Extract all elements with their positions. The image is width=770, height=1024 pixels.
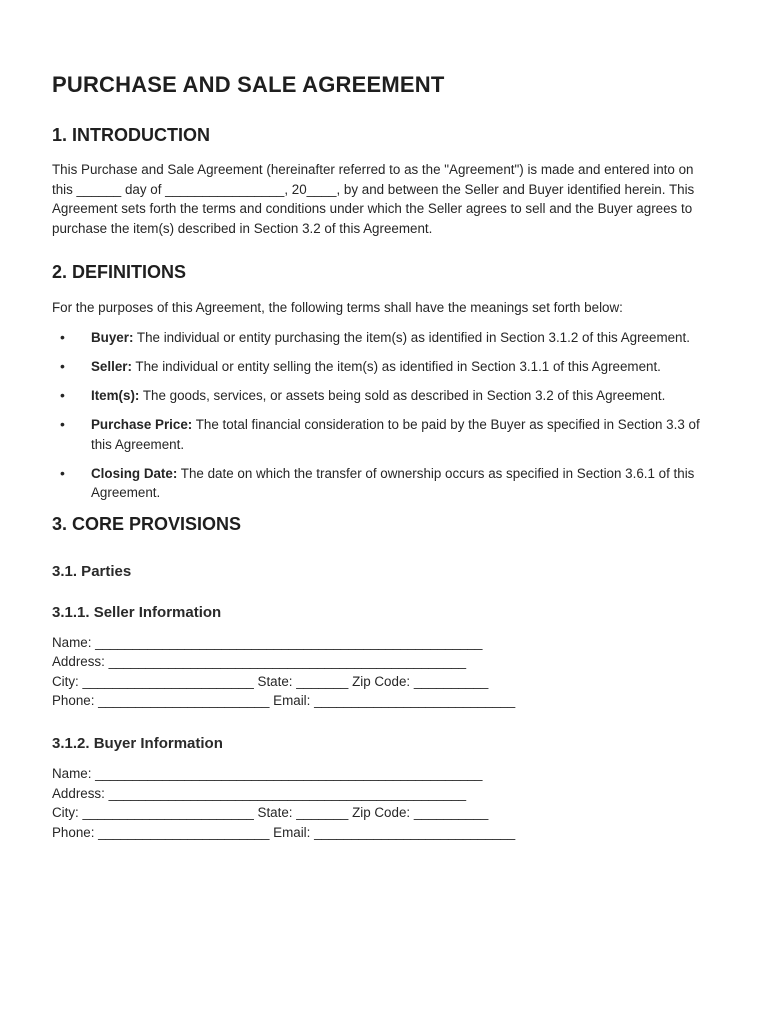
definitions-intro: For the purposes of this Agreement, the following terms shall have the meanings set forth below: <box>52 300 623 316</box>
buyer-form <box>52 764 718 842</box>
term-definition: The total financial consideration to be paid by the Buyer as specified in Section 3.3 of this Agreement. <box>91 416 700 452</box>
list-item <box>52 357 718 377</box>
definitions-list <box>52 328 718 503</box>
list-item <box>52 415 718 454</box>
buyer-city-state-zip-field[interactable]: City: _______________________ State: _______ Zip Code: __________ <box>52 805 489 821</box>
bullet-icon: • <box>60 415 65 432</box>
list-item <box>52 464 718 503</box>
buyer-address-field[interactable]: Address: ________________________________________________ <box>52 785 467 801</box>
term-label: Buyer: <box>91 329 134 345</box>
buyer-name-field[interactable]: Name: ____________________________________________________ <box>52 766 483 782</box>
subsection-heading-seller-information: 3.1.1. Seller Information <box>52 603 222 621</box>
list-item <box>52 328 718 348</box>
subsection-heading-buyer-information: 3.1.2. Buyer Information <box>52 735 223 753</box>
buyer-phone-email-field[interactable]: Phone: _______________________ Email: ___________________________ <box>52 824 516 840</box>
bullet-icon: • <box>60 357 65 374</box>
section-heading-core-provisions: 3. CORE PROVISIONS <box>52 513 242 534</box>
bullet-icon: • <box>60 328 65 345</box>
subsection-heading-parties: 3.1. Parties <box>52 562 132 580</box>
term-label: Item(s): <box>91 387 140 403</box>
term-definition: The goods, services, or assets being sold as described in Section 3.2 of this Agreement. <box>139 387 666 403</box>
section-heading-definitions: 2. DEFINITIONS <box>52 262 187 283</box>
introduction-paragraph: This Purchase and Sale Agreement (hereinafter referred to as the "Agreement") is made and entered into on this ______ day of ________________, 20____, by and between the Seller and Buyer identified herein. This Agreement sets forth the terms and conditions under which the Seller agrees to sell and the Buyer agrees to purchase the item(s) described in Section 3.2 of this Agreement. <box>52 162 695 236</box>
term-label: Seller: <box>91 358 132 374</box>
bullet-icon: • <box>60 464 65 481</box>
term-label: Closing Date: <box>91 465 178 481</box>
term-definition: The individual or entity purchasing the item(s) as identified in Section 3.1.2 of this Agreement. <box>133 329 690 345</box>
seller-city-state-zip-field[interactable]: City: _______________________ State: _______ Zip Code: __________ <box>52 673 489 689</box>
term-definition: The individual or entity selling the item(s) as identified in Section 3.1.1 of this Agreement. <box>131 358 661 374</box>
term-definition: The date on which the transfer of ownership occurs as specified in Section 3.6.1 of this Agreement. <box>91 465 695 501</box>
seller-phone-email-field[interactable]: Phone: _______________________ Email: ___________________________ <box>52 693 516 709</box>
document-title: PURCHASE AND SALE AGREEMENT <box>52 72 445 97</box>
section-heading-introduction: 1. INTRODUCTION <box>52 125 211 145</box>
seller-form <box>52 633 718 711</box>
seller-address-field[interactable]: Address: ________________________________________________ <box>52 654 467 670</box>
bullet-icon: • <box>60 386 65 403</box>
list-item <box>52 386 718 406</box>
seller-name-field[interactable]: Name: ____________________________________________________ <box>52 634 483 650</box>
term-label: Purchase Price: <box>91 416 193 432</box>
